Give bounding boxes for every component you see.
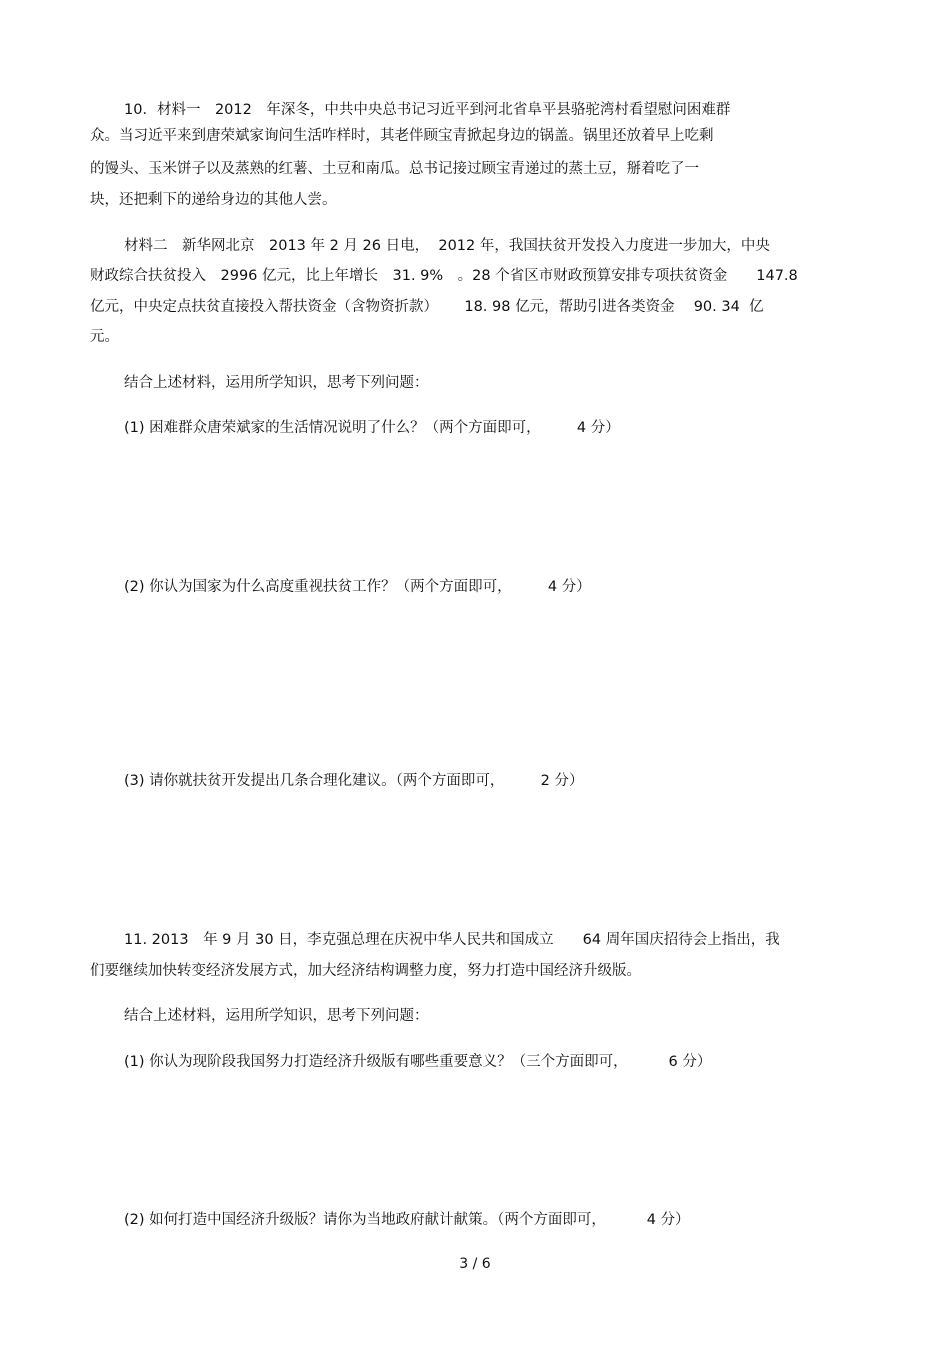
q10-subquestion-1: (1) 困难群众唐荣斌家的生活情况说明了什么？（两个方面即可， 4 分） (124, 420, 620, 436)
q10-material1-line2: 众。当习近平来到唐荣斌家询问生活咋样时，其老伴顾宝青掀起身边的锅盖。锅里还放着早上吃剩 (90, 128, 714, 144)
q10-material2-line2: 财政综合扶贫投入 2996 亿元，比上年增长 31. 9% 。28 个省区市财政预算安排专项扶贫资金 147.8 (90, 268, 798, 284)
q11-prompt: 结合上述材料，运用所学知识，思考下列问题： (124, 1008, 429, 1024)
q10-subquestion-2: (2) 你认为国家为什么高度重视扶贫工作？（两个方面即可， 4 分） (124, 579, 591, 595)
q11-subquestion-1: (1) 你认为现阶段我国努力打造经济升级版有哪些重要意义？（三个方面即可， 6 分） (124, 1054, 712, 1070)
q10-material1-line1: 10．材料一 2012 年深冬，中共中央总书记习近平到河北省阜平县骆驼湾村看望慰问困难群 (124, 102, 731, 118)
q10-prompt: 结合上述材料，运用所学知识，思考下列问题： (124, 375, 429, 391)
q10-material2-line4: 元。 (90, 329, 119, 345)
q11-subquestion-2: (2) 如何打造中国经济升级版？请你为当地政府献计献策。（两个方面即可， 4 分） (124, 1212, 690, 1228)
q10-material1-line4: 块，还把剩下的递给身边的其他人尝。 (90, 192, 337, 208)
q11-line1: 11. 2013 年 9 月 30 日，李克强总理在庆祝中华人民共和国成立 64 周年国庆招待会上指出，我 (124, 932, 780, 948)
q11-line2: 们要继续加快转变经济发展方式，加大经济结构调整力度，努力打造中国经济升级版。 (90, 963, 641, 979)
q10-material1-line3: 的馒头、玉米饼子以及蒸熟的红薯、土豆和南瓜。总书记接过顾宝青递过的蒸土豆，掰着吃了一 (90, 161, 699, 177)
q10-material2-line1: 材料二 新华网北京 2013 年 2 月 26 日电， 2012 年，我国扶贫开发投入力度进一步加大，中央 (124, 238, 770, 254)
q10-subquestion-3: (3) 请你就扶贫开发提出几条合理化建议。（两个方面即可， 2 分） (124, 773, 584, 789)
q10-material2-line3: 亿元，中央定点扶贫直接投入帮扶资金（含物资折款） 18. 98 亿元，帮助引进各类资金 90. 34 亿 (90, 299, 764, 315)
page-number: 3 / 6 (459, 1256, 491, 1272)
